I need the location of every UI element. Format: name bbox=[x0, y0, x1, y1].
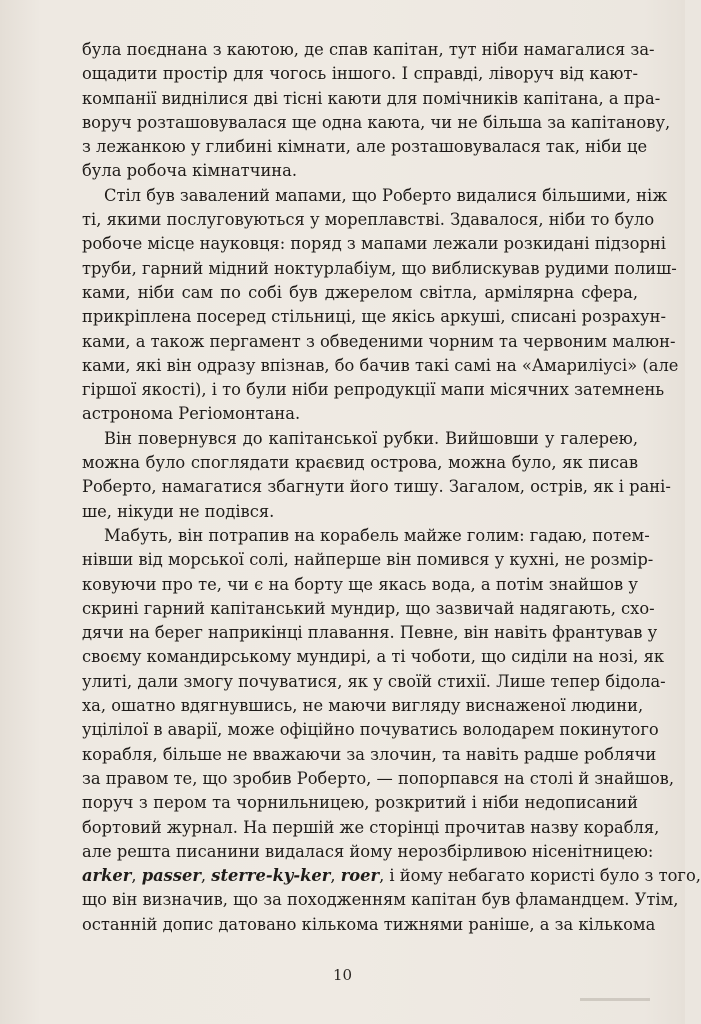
text-line: останній допис датовано кількома тижнями раніше, а за кількома bbox=[82, 914, 656, 934]
text-line: корабля, більше не вважаючи за злочин, та навіть радше роблячи bbox=[82, 744, 657, 764]
text-line-italic-terms: arker, passer, sterre-ky-ker, roer, і йому небагато користі було з того, bbox=[82, 866, 701, 886]
text-line: Він повернувся до капітанської рубки. Вийшовши у галерею, bbox=[104, 428, 638, 448]
text-line: робоче місце науковця: поряд з мапами лежали розкидані підзорні bbox=[82, 234, 666, 254]
body-text bbox=[82, 38, 701, 937]
text-line: скрині гарний капітанський мундир, що зазвичай надягають, схо- bbox=[82, 598, 655, 618]
text-line: улиті, дали змогу почуватися, як у своїй стихії. Лише тепер бідола- bbox=[82, 671, 666, 691]
text-line: ті, якими послуговуються у мореплавстві. Здавалося, ніби то було bbox=[82, 210, 655, 230]
text-line: з лежанкою у глибині кімнати, але розташовувалася так, ніби це bbox=[82, 137, 648, 157]
text-line: ощадити простір для чогось іншого. І справді, ліворуч від кают- bbox=[82, 64, 638, 84]
text-line: була поєднана з каютою, де спав капітан, тут ніби намагалися за- bbox=[82, 40, 655, 59]
text-line: за правом те, що зробив Роберто, — попорпався на столі й знайшов, bbox=[82, 768, 674, 788]
page-number: 10 bbox=[332, 966, 353, 984]
text-line: ковуючи про те, чи є на борту ще якась вода, а потім знайшов у bbox=[82, 574, 638, 594]
text-line: гіршої якості), і то були ніби репродукції мапи місячних затемнень bbox=[82, 380, 665, 400]
text-line: ками, ніби сам по собі був джерелом світла, армілярна сфера, bbox=[82, 282, 638, 302]
text-line: ше, нікуди не подівся. bbox=[82, 501, 275, 521]
text-line: що він визначив, що за походженням капітан був фламандцем. Утім, bbox=[82, 890, 679, 910]
scan-artifact bbox=[580, 998, 650, 1001]
text-line: своєму командирському мундирі, а ті чоботи, що сиділи на нозі, як bbox=[82, 647, 665, 667]
text-line: труби, гарний мідний ноктурлабіум, що виблискував рудими полиш- bbox=[82, 258, 677, 278]
text-line: Стіл був завалений мапами, що Роберто видалися більшими, ніж bbox=[104, 185, 668, 205]
text-line: була робоча кімнатчина. bbox=[82, 161, 298, 181]
text-line: Роберто, намагатися збагнути його тишу. Загалом, острів, як і рані- bbox=[82, 477, 671, 497]
text-line: ками, а також пергамент з обведеними чорним та червоним малюн- bbox=[82, 331, 676, 351]
text-line: уцілілої в аварії, може офіційно почуватись володарем покинутого bbox=[82, 720, 659, 740]
text-line: Мабуть, він потрапив на корабель майже голим: гадаю, потем- bbox=[104, 525, 650, 545]
text-line: бортовий журнал. На першій же сторінці прочитав назву корабля, bbox=[82, 817, 660, 837]
text-line: дячи на берег наприкінці плавання. Певне, він навіть франтував у bbox=[82, 623, 658, 643]
text-line: воруч розташовувалася ще одна каюта, чи не більша за капітанову, bbox=[82, 112, 671, 132]
text-line: поруч з пером та чорнильницею, розкритий і ніби недописаний bbox=[82, 793, 638, 813]
text-line: ха, ошатно вдягнувшись, не маючи вигляду виснаженої людини, bbox=[82, 696, 644, 716]
text-line: ками, які він одразу впізнав, бо бачив такі самі на «Амариліусі» (але bbox=[82, 355, 679, 375]
text-line: але решта писанини видалася йому нерозбірливою нісенітницею: bbox=[82, 841, 654, 861]
text-line: астронома Регіомонтана. bbox=[82, 404, 301, 424]
text-line: компанії виднілися дві тісні каюти для помічників капітана, а пра- bbox=[82, 88, 661, 108]
text-line: прикріплена посеред стільниці, ще якісь аркуші, списані розрахун- bbox=[82, 307, 666, 327]
text-line: можна було споглядати краєвид острова, можна було, як писав bbox=[82, 453, 638, 473]
text-line: нівши від морської солі, найперше він помився у кухні, не розмір- bbox=[82, 550, 654, 570]
